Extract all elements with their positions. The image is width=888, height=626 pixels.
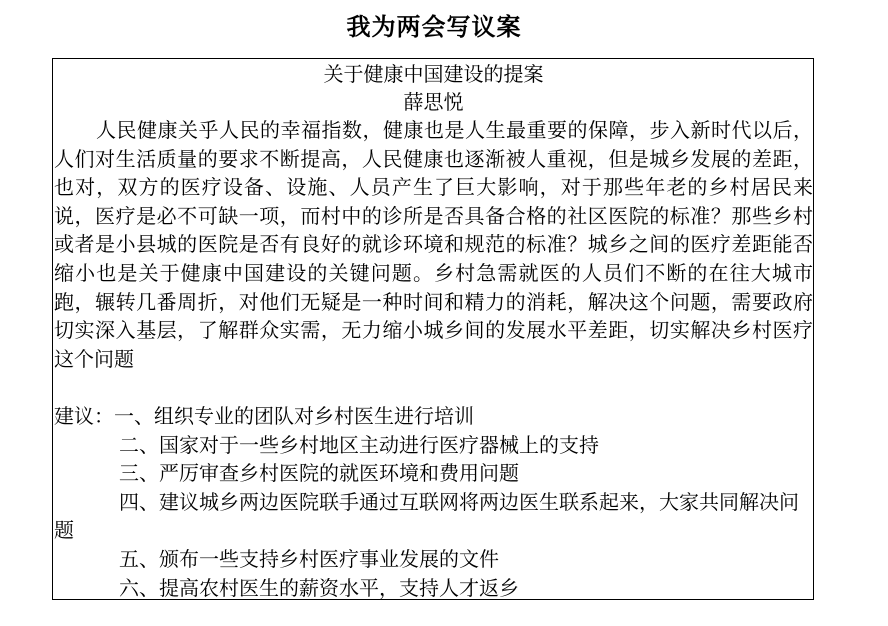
proposal-body: 人民健康关乎人民的幸福指数，健康也是人生最重要的保障，步入新时代以后，人们对生活质量的要求不断提高，人民健康也逐渐被人重视，但是城乡发展的差距，也对，双方的医疗设备、设施、人员产生了巨大影响，对于那些年老的乡村居民来说，医疗是必不可缺一项，而村中的诊所是否具备合格的社区医院的标准？那些乡村或者是小县城的医院是否有良好的就诊环境和规范的标准？城乡之间的医疗差距能否缩小也是关于健康中国建设的关键问题。乡村急需就医的人员们不断的在往大城市跑，辗转几番周折，对他们无疑是一种时间和精力的消耗，解决这个问题，需要政府切实深入基层，了解群众实需，无力缩小城乡间的发展水平差距，切实解决乡村医疗这个问题	[54, 118, 813, 371]
suggestion-item-2: 二、国家对于一些乡村地区主动进行医疗器械上的支持	[119, 432, 599, 457]
suggestion-item-6: 六、提高农村医生的薪资水平，支持人才返乡	[119, 575, 519, 600]
suggestion-item-1: 建议：一、组织专业的团队对乡村医生进行培训	[54, 403, 474, 428]
suggestion-item-5: 五、颁布一些支持乡村医疗事业发展的文件	[119, 546, 499, 571]
suggestion-item-3: 三、严厉审查乡村医院的就医环境和费用问题	[119, 461, 519, 486]
document-title: 我为两会写议案	[346, 12, 522, 41]
author-name: 薛思悦	[403, 90, 464, 114]
proposal-box	[52, 58, 814, 600]
proposal-title: 关于健康中国建设的提案	[323, 62, 544, 86]
suggestion-item-4: 四、建议城乡两边医院联手通过互联网将两边医生联系起来，大家共同解决问题	[54, 489, 799, 543]
paragraph-spacer	[54, 373, 813, 402]
